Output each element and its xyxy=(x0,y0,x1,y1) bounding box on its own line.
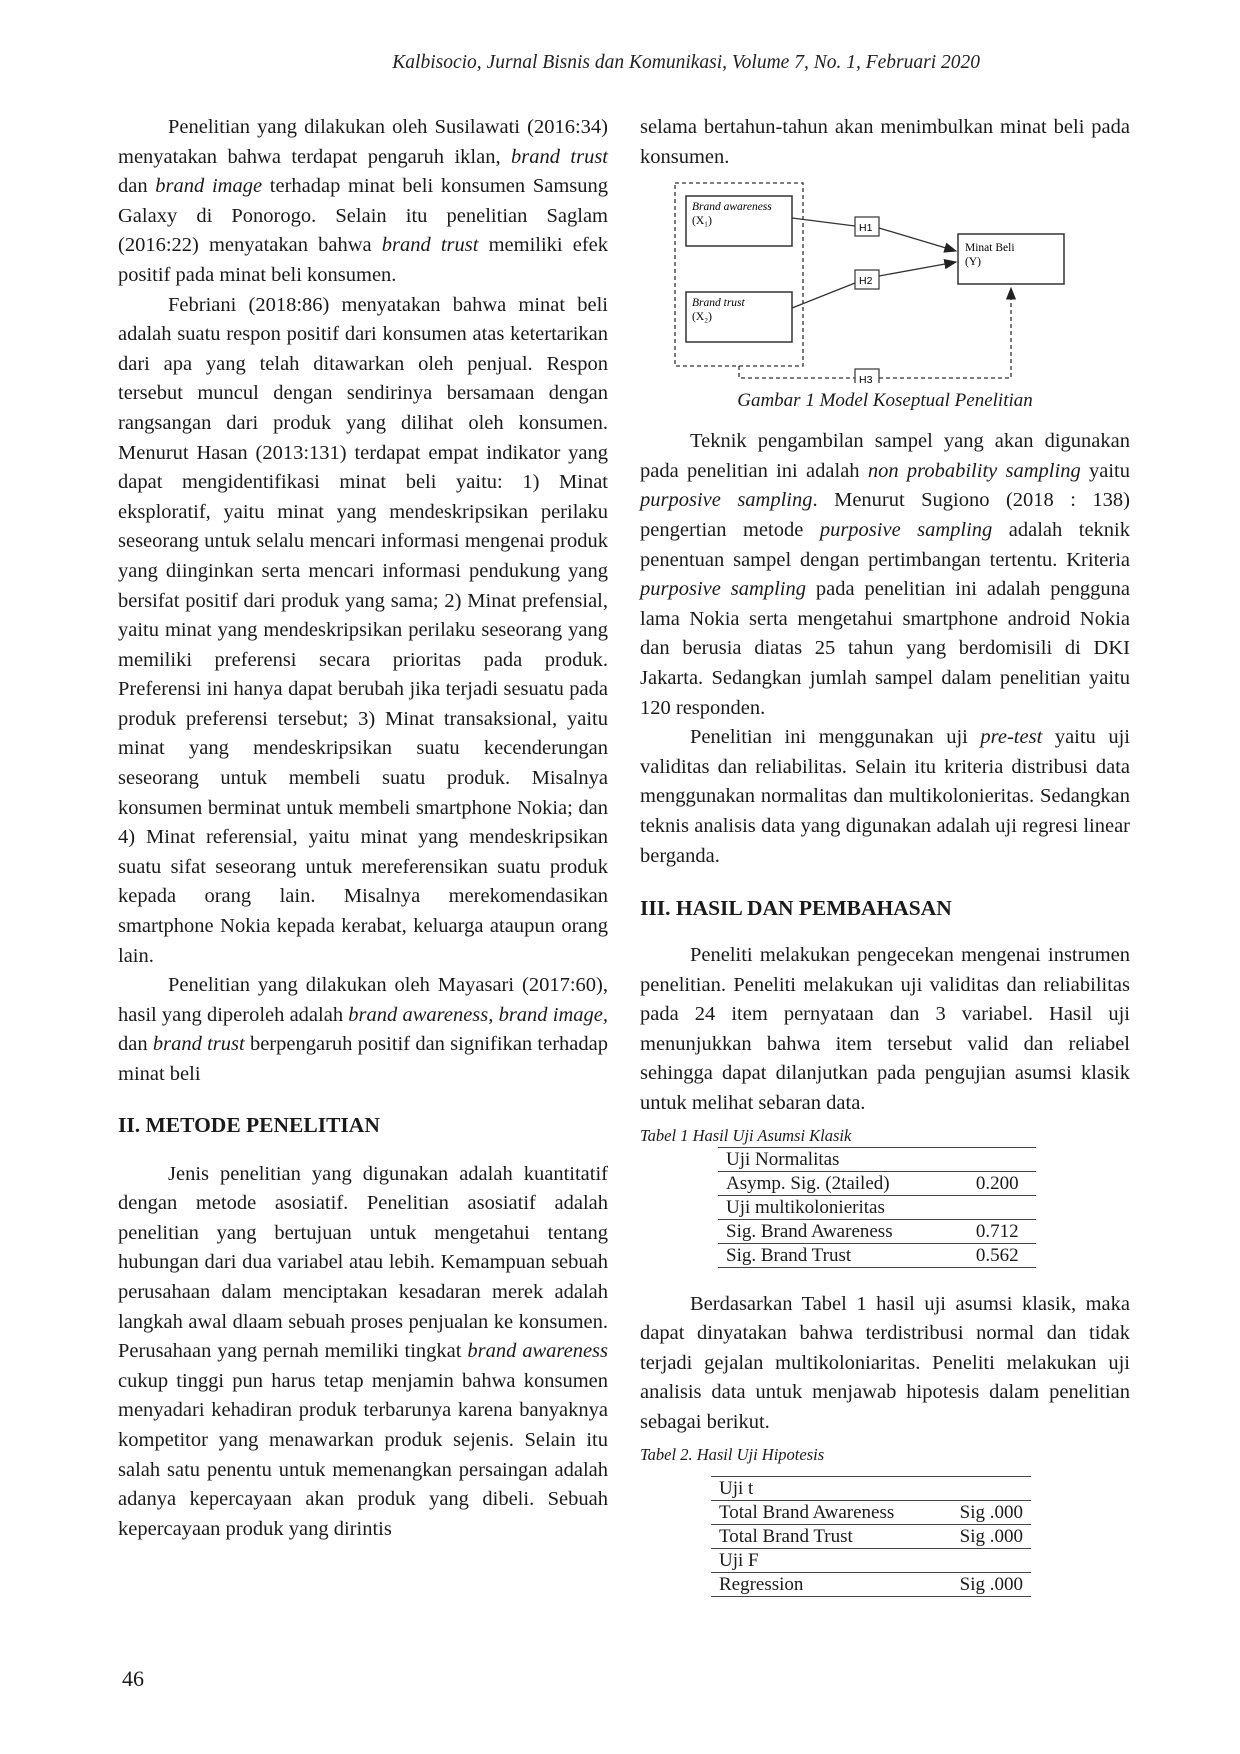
h1-label: H1 xyxy=(859,222,873,235)
minat-beli-label: Minat Beli xyxy=(965,242,1015,255)
table2-caption: Tabel 2. Hasil Uji Hipotesis xyxy=(640,1444,825,1464)
table-uji-hipotesis xyxy=(711,1476,1031,1597)
conceptual-model-diagram xyxy=(640,178,1130,383)
h2-label: H2 xyxy=(859,275,873,288)
h3-path-right xyxy=(879,288,1011,378)
h1-to-y-arrow xyxy=(879,228,956,251)
table-row: Regression Sig .000 xyxy=(711,1572,1031,1596)
x1-to-h1-line xyxy=(792,218,855,226)
paragraph-metode: Jenis penelitian yang digunakan adalah kuantitatif dengan metode asosiatif. Penelitian asosiatif adalah penelitian yang bertujuan untuk mengetahui tentang hubungan dari dua variabel atau lebih. Kemampuan sebuah perusahaan dalam menciptakan kesadaran merek adalah langkah awal dlaam sebuah proses penjualan ke konsumen. Perusahaan yang pernah memiliki tingkat brand awareness cukup tinggi pun harus tetap menjamin bahwa konsumen menyadari kehadiran produk terbarunya karena banyaknya kompetitor yang menawarkan produk sejenis. Selain itu salah satu penentu untuk memenangkan persaingan adalah adanya kepercayaan akan produk yang dibeli. Sebuah kepercayaan produk yang dirintis xyxy=(118,1162,608,1540)
conceptual-model-figure xyxy=(640,178,1130,383)
paragraph-susilawati: Penelitian yang dilakukan oleh Susilawati (2016:34) menyatakan bahwa terdapat pengaruh iklan, brand trust dan brand image terhadap minat beli konsumen Samsung Galaxy di Ponorogo. Selain itu penelitian Saglam (2016:22) menyatakan bahwa brand trust memiliki efek positif pada minat beli konsumen. xyxy=(118,116,609,286)
running-header: Kalbisocio, Jurnal Bisnis dan Komunikasi, Volume 7, No. 1, Februari 2020 xyxy=(392,52,980,73)
y-label: (Y) xyxy=(965,256,981,269)
paragraph-febriani: Febriani (2018:86) menyatakan bahwa minat beli adalah suatu respon positif dari konsumen atas ketertarikan dari apa yang telah ditawarkan oleh penjual. Respon tersebut muncul dengan sendirinya bersamaan dengan rangsangan dari produk yang dilihat oleh konsumen. Menurut Hasan (2013:131) terdapat empat indikator yang dapat mengidentifikasi minat beli yaitu: 1) Minat eksploratif, yaitu minat yang mendeskripsikan perilaku seseorang untuk selalu mencari informasi mengenai produk yang diinginkan serta mencari informasi pendukung yang bersifat positif dari produk yang sama; 2) Minat prefensial, yaitu minat yang mendeskripsikan perilaku seseorang yang memiliki preferensi secara prioritas pada produk. Preferensi ini hanya dapat berubah jika terjadi sesuatu pada produk preferensi tersebut; 3) Minat transaksional, yaitu minat yang mendeskripsikan suatu kecenderungan seseorang untuk membeli suatu produk. Misalnya konsumen berminat untuk membeli smartphone Nokia; dan 4) Minat referensial, yaitu minat yang mendeskripsikan suatu sifat seseorang untuk mereferensikan suatu produk kepada orang lain. Misalnya merekomendasikan smartphone Nokia kepada kerabat, keluarga ataupun orang lain. xyxy=(118,293,608,967)
paragraph-pretest: Penelitian ini menggunakan uji pre-test yaitu uji validitas dan reliabilitas. Selain itu kriteria distribusi data menggunakan normalitas dan multikolonieritas. Sedangkan teknis analisis data yang digunakan adalah uji regresi linear berganda. xyxy=(640,726,1130,867)
section-heading-hasil: III. HASIL DAN PEMBAHASAN xyxy=(640,896,952,921)
table-row: Total Brand Awareness Sig .000 xyxy=(711,1500,1031,1524)
x1-label: (X₁) xyxy=(692,215,712,228)
paragraph-mayasari: Penelitian yang dilakukan oleh Mayasari (2017:60), hasil yang diperoleh adalah brand awareness, brand image, dan brand trust berpengaruh positif dan signifikan terhadap minat beli xyxy=(118,974,608,1085)
right-column xyxy=(640,113,1130,1597)
table-row: Asymp. Sig. (2tailed) 0.200 xyxy=(718,1171,1036,1195)
table1-caption: Tabel 1 Hasil Uji Asumsi Klasik xyxy=(640,1125,852,1145)
brand-awareness-label: Brand awareness xyxy=(692,201,772,214)
paragraph-berdasarkan: Berdasarkan Tabel 1 hasil uji asumsi klasik, maka dapat dinyatakan bahwa terdistribusi normal dan tidak terjadi gejalan multikoloniaritas. Peneliti melakukan uji analisis data untuk menjawab hipotesis dalam penelitian sebagai berikut. xyxy=(640,1292,1130,1434)
figure-caption: Gambar 1 Model Koseptual Penelitian xyxy=(737,390,1033,412)
table-row: Uji multikolonieritas xyxy=(718,1195,1036,1219)
page-number: 46 xyxy=(122,1666,144,1691)
table-row: Uji t xyxy=(711,1476,1031,1500)
table-row: Total Brand Trust Sig .000 xyxy=(711,1524,1031,1548)
table-asumsi-klasik xyxy=(718,1147,1036,1268)
paragraph-continued: selama bertahun-tahun akan menimbulkan minat beli pada konsumen. xyxy=(640,116,1130,168)
h3-path-left xyxy=(739,366,855,378)
paragraph-instrumen: Peneliti melakukan pengecekan mengenai instrumen penelitian. Peneliti melakukan uji validitas dan reliabilitas pada 24 item pernyataan dan 3 variabel. Hasil uji menunjukkan bahwa item tersebut valid dan reliabel sehingga dapat dilanjutkan pada pengujian asumsi klasik untuk melihat sebaran data. xyxy=(640,944,1130,1115)
left-column xyxy=(118,113,608,1544)
table-row: Sig. Brand Trust 0.562 xyxy=(718,1243,1036,1267)
x2-label: (X₂) xyxy=(692,311,712,324)
table-row: Uji Normalitas xyxy=(718,1147,1036,1171)
x2-to-h2-line xyxy=(792,283,855,308)
h3-label: H3 xyxy=(859,374,873,384)
paragraph-sampling: Teknik pengambilan sampel yang akan digunakan pada penelitian ini adalah non probability sampling yaitu purposive sampling. Menurut Sugiono (2018 : 138) pengertian metode purposive sampling adalah teknik penentuan sampel dengan pertimbangan tertentu. Kriteria purposive sampling pada penelitian ini adalah pengguna lama Nokia serta mengetahui smartphone android Nokia dan berusia diatas 25 tahun yang berdomisili di DKI Jakarta. Sedangkan jumlah sampel dalam penelitian yaitu 120 responden. xyxy=(640,430,1131,719)
section-heading-metode: II. METODE PENELITIAN xyxy=(118,1112,380,1137)
h2-to-y-arrow xyxy=(879,262,956,276)
table-row: Sig. Brand Awareness 0.712 xyxy=(718,1219,1036,1243)
table-row: Uji F xyxy=(711,1548,1031,1572)
brand-trust-label: Brand trust xyxy=(692,297,745,310)
